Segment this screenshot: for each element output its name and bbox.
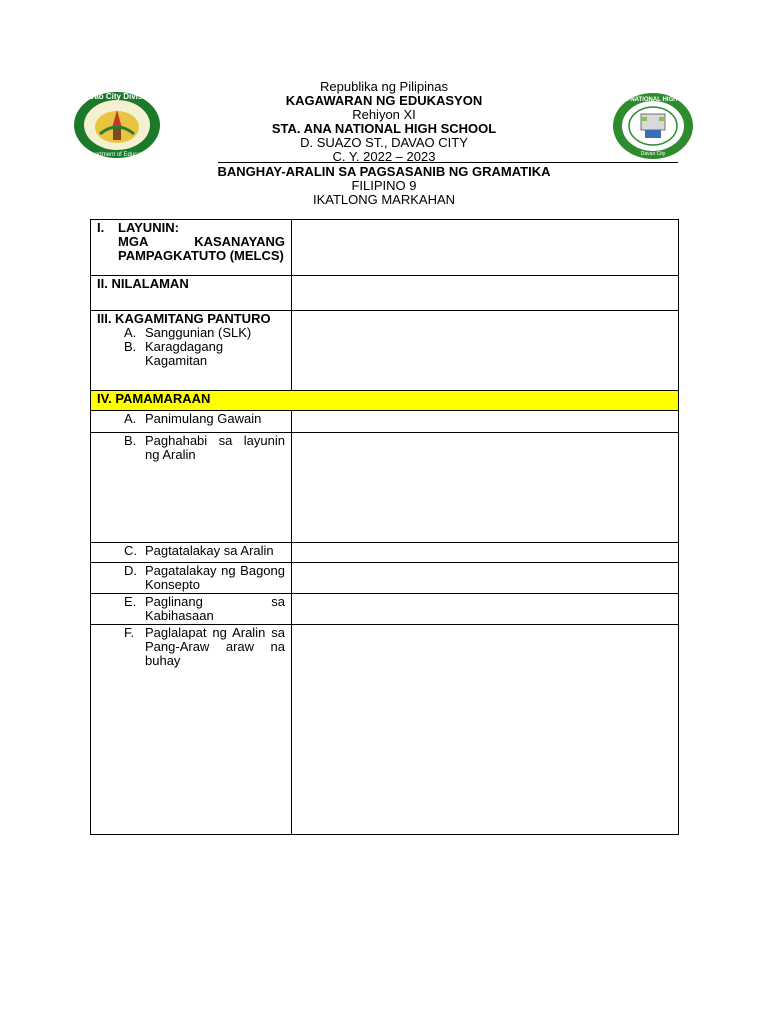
cell-layunin-label: I. LAYUNIN: MGA KASANAYANG PAMPAGKATUTO (MELCS) — [91, 220, 292, 276]
header-rehiyon: Rehiyon XI — [352, 107, 416, 122]
svg-text:Department of Education: Department of Education — [83, 152, 151, 158]
table-row-paglalapat: F. Paglalapat ng Aralin sa Pang-Araw araw na buhay — [91, 625, 679, 835]
header-divider — [218, 162, 678, 163]
table-row-kabihasaan: E. Paglinang sa Kabihasaan — [91, 594, 679, 625]
cell-paglalapat-content[interactable] — [292, 625, 679, 835]
quarter-label: IKATLONG MARKAHAN — [312, 192, 456, 207]
cell-kagamitan-label: III. KAGAMITANG PANTURO A. Sanggunian (SLK) B. Karagdagang Kagamitan — [91, 311, 292, 391]
table-row-panimulang-gawain: A. Panimulang Gawain — [91, 411, 679, 433]
cell-bagong-konsepto-content[interactable] — [292, 563, 679, 594]
svg-text:Davao City Division: Davao City Division — [79, 92, 155, 101]
cell-nilalaman-label: II. NILALAMAN — [91, 276, 292, 311]
table-row-bagong-konsepto: D. Pagatalakay ng Bagong Konsepto — [91, 563, 679, 594]
header-address: D. SUAZO ST., DAVAO CITY — [300, 135, 468, 150]
cell-paghahabi-content[interactable] — [292, 433, 679, 543]
melcs-label: MGA KASANAYANG PAMPAGKATUTO (MELCS) — [118, 234, 285, 263]
cell-panimulang-gawain-content[interactable] — [292, 411, 679, 433]
table-row-kagamitan — [91, 311, 679, 391]
table-row-pamamaraan-header — [91, 391, 679, 411]
lesson-plan-table — [90, 219, 679, 835]
cell-kabihasaan-content[interactable] — [292, 594, 679, 625]
table-row-nilalaman — [91, 276, 679, 311]
svg-text:STA. ANA NATIONAL HIGH SCHOOL: STA. ANA NATIONAL HIGH SCHOOL — [601, 97, 705, 103]
header-republika: Republika ng Pilipinas — [320, 79, 448, 94]
table-row-layunin — [91, 220, 679, 276]
cell-kagamitan-content[interactable] — [292, 311, 679, 391]
pamamaraan-heading: IV. PAMAMARAAN — [91, 391, 679, 411]
cell-nilalaman-content[interactable] — [292, 276, 679, 311]
subject-label: FILIPINO 9 — [351, 178, 417, 193]
cell-layunin-content[interactable] — [292, 220, 679, 276]
document-title: BANGHAY-ARALIN SA PAGSASANIB NG GRAMATIKA — [217, 164, 551, 179]
svg-text:Davao City: Davao City — [640, 151, 666, 157]
header-kagawaran: KAGAWARAN NG EDUKASYON — [285, 93, 483, 108]
header-school-year: C. Y. 2022 – 2023 — [332, 149, 436, 164]
header-school-name: STA. ANA NATIONAL HIGH SCHOOL — [271, 121, 497, 136]
cell-pagtatalakay-content[interactable] — [292, 543, 679, 563]
table-row-pagtatalakay: C. Pagtatalakay sa Aralin — [91, 543, 679, 563]
table-row-paghahabi: B. Paghahabi sa layunin ng Aralin — [91, 433, 679, 543]
